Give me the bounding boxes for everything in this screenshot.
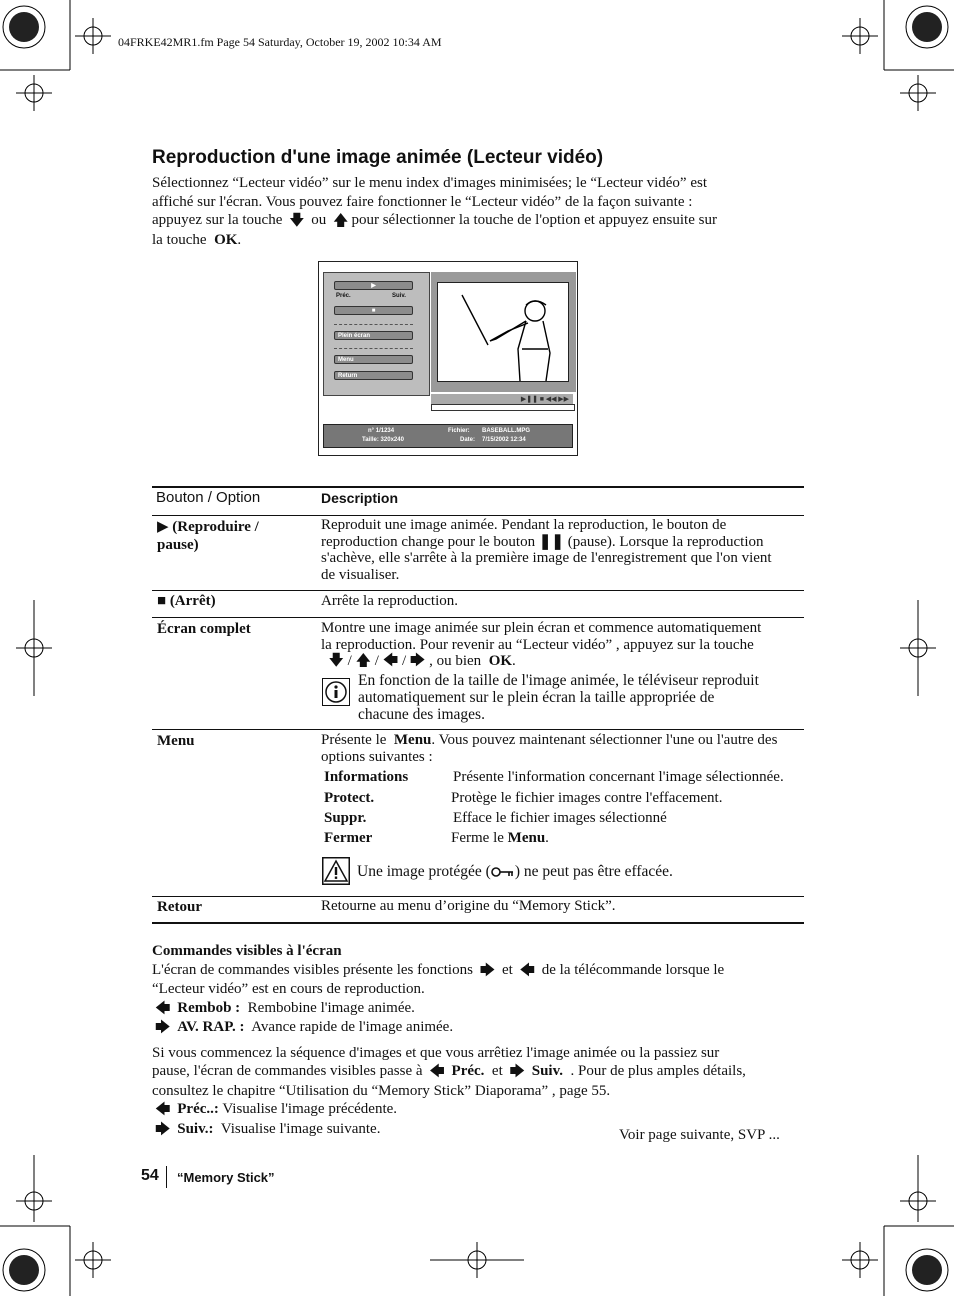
intro-paragraph [152,174,804,249]
left-arrow-icon: 🡄 [429,1064,445,1080]
option-value: Présente l'information concernant l'image sélectionnée. [453,769,784,785]
info-bar: n° 1/1234 Taille: 320x240 Fichier: BASEBALL.MPG Date: 7/15/2002 12:34 [323,424,573,448]
right-arrow-icon: 🡆 [155,1020,171,1036]
row-menu-label: Menu [157,733,195,749]
stop-icon: ■ [157,593,167,609]
commands-heading: Commandes visibles à l'écran [152,943,342,959]
fullscreen-button[interactable]: Plein écran [334,331,413,340]
left-arrow-icon: 🡄 [519,962,536,979]
warning-icon [322,857,350,890]
right-arrow-icon: 🡆 [155,1121,171,1138]
video-player-screenshot [318,261,578,456]
intro-line-1: Sélectionnez “Lecteur vidéo” sur le menu index d'images minimisées; le “Lecteur vidéo” est [152,175,707,191]
up-arrow-icon: 🡅 [355,653,372,669]
table-rule [152,590,804,591]
return-button[interactable]: Return [334,371,413,380]
intro-line-4: la touche OK. [152,231,242,248]
row-fullscreen-label: Écran complet [157,621,251,637]
print-header: 04FRKE42MR1.fm Page 54 Saturday, October 19, 2002 10:34 AM [118,35,442,49]
next-label: Suiv. [392,293,406,299]
column-header-button: Bouton / Option [156,489,261,506]
table-rule [152,896,804,897]
option-key: Suppr. [324,810,367,826]
column-header-description: Description [321,490,399,506]
stop-button[interactable]: ■ [334,306,413,315]
table-rule [152,729,804,730]
table-rule [152,617,804,618]
row-return-label: Retour [157,899,202,915]
option-key: Protect. [324,790,375,806]
baseball-player-image [437,282,569,382]
option-key: Fermer [324,830,373,846]
divider [334,324,413,325]
page-title: Reproduction d'une image animée (Lecteur vidéo) [152,147,604,168]
down-arrow-icon: 🡇 [289,213,305,229]
option-value: Protège le fichier images contre l'effacement. [451,790,723,806]
protected-warning: Une image protégée ( ) ne peut pas être effacée. [357,863,673,883]
left-arrow-icon: 🡄 [155,1102,171,1118]
key-icon [491,865,515,883]
info-icon [322,678,350,706]
right-arrow-icon: 🡆 [479,962,496,979]
row-fullscreen-desc: Montre une image animée sur plein écran et commence automatiquement la reproduction. Pour revenir au “Lecteur vidéo” , appuyez sur la touche 🡇 / 🡅 / 🡄 / 🡆 , ou bien OK. [321,620,762,669]
table-rule [152,515,804,516]
row-menu-desc: Présente le Menu. Vous pouvez maintenant sélectionner l'une ou l'autre des options suivantes : [321,732,778,765]
option-key: Informations [324,769,409,785]
row-return-desc: Retourne au menu d’origine du “Memory Stick”. [321,898,616,914]
divider [334,348,413,349]
page-number: 54 [141,1167,159,1184]
pause-icon: ❚❚ [538,533,564,550]
right-arrow-icon: 🡆 [409,653,426,669]
footer-section: “Memory Stick” [177,1170,275,1185]
right-arrow-icon: 🡆 [509,1064,525,1080]
progress-bar[interactable] [431,404,575,411]
row-play-pause-desc: Reproduit une image animée. Pendant la reproduction, le bouton de reproduction change pour le bouton ❚❚ (pause). Lorsque la reproduction s'achève, elle s'arrête à la première image de l'enregistrement que l'on vient de visualiser. [321,517,772,583]
down-arrow-icon: 🡇 [328,653,344,669]
play-icon: ▶ [157,519,169,535]
commands-section: Commandes visibles à l'écran L'écran de commandes visibles présente les fonctions 🡆 et 🡄 de la télécommande lorsque le “Lecteur vidéo” est en cours de reproduction. 🡄 Rembob : Rembobine l'image animée. 🡆 AV. RAP. : Avance rapide de l'image animée. Si vous commencez la séquence d'images et que vous arrêtiez l'image animée ou la passiez sur pause, l'écran de commandes visibles passe à 🡄 Préc. et 🡆 Suiv. . Pour de plus amples détails, consultez le chapitre “Utilisation du “Memory Stick” Diaporama” , page 55. 🡄 Préc..: Visualise l'image précédente. 🡆 Suiv.: Visualise l'image suivante. [152,942,804,1139]
row-stop-desc: Arrête la reproduction. [321,593,459,609]
option-value: Ferme le Menu. [451,830,549,846]
intro-line-3: appuyez sur la touche 🡇 ou 🡅 pour sélectionner la touche de l'option et appuyez ensuite sur [152,212,717,229]
left-arrow-icon: 🡄 [155,1000,171,1017]
prev-label: Préc. [336,293,351,299]
up-arrow-icon: 🡅 [333,213,349,229]
table-top-rule [152,486,804,488]
transport-icons: ▶❚❚ ■ ◀◀ ▶▶ [520,395,569,403]
table-bottom-rule [152,922,804,924]
fullscreen-note: En fonction de la taille de l'image animée, le téléviseur reproduit automatiquement sur le plein écran la taille appropriée de chacune des images. [358,672,759,723]
continued-note: Voir page suivante, SVP ... [619,1127,780,1143]
play-button[interactable]: ▶ [334,281,413,290]
menu-button[interactable]: Menu [334,355,413,364]
left-arrow-icon: 🡄 [382,653,399,669]
row-play-pause-label: ▶ (Reproduire / pause) [157,519,259,553]
option-value: Efface le fichier images sélectionné [453,810,667,826]
player-menu-panel [323,272,430,396]
footer-divider [166,1166,167,1188]
row-stop-label: ■ (Arrêt) [157,593,216,609]
intro-line-2: affiché sur l'écran. Vous pouvez faire fonctionner le “Lecteur vidéo” de la façon suivante : [152,193,693,210]
